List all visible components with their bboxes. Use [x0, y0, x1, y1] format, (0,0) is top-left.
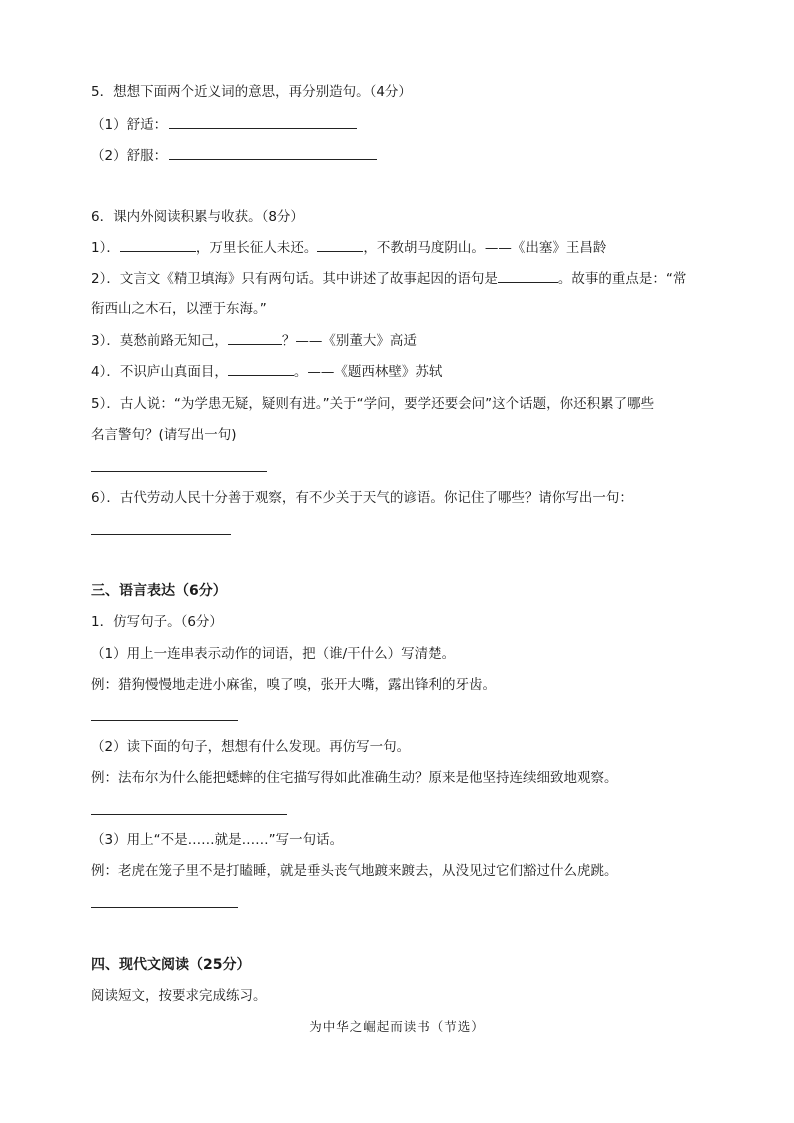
q5-item-1: [91, 115, 357, 134]
answer-blank[interactable]: [498, 270, 558, 283]
sec3-sub-2: （2）读下面的句子，想想有什么发现。再仿写一句。: [91, 739, 411, 755]
q5-item-2-label: （2）舒服：: [91, 148, 168, 164]
q6-title: 6．课内外阅读积累与收获。（8分）: [91, 209, 304, 225]
sec4-intro: 阅读短文，按要求完成练习。: [91, 988, 267, 1004]
answer-line[interactable]: [91, 907, 238, 908]
q6-line-6: 6）．古代劳动人民十分善于观察，有不少关于天气的谚语。你记住了哪些？请你写出一句：: [91, 490, 633, 506]
q6-line-1-num: 1）．: [91, 240, 120, 256]
answer-blank[interactable]: [120, 239, 196, 252]
sec3-sub-2-example: 例：法布尔为什么能把蟋蟀的住宅描写得如此准确生动？原来是他坚持连续细致地观察。: [91, 770, 618, 786]
q6-line-1-text-a: ，万里长征人未还。: [195, 240, 318, 256]
answer-line[interactable]: [91, 471, 267, 472]
q6-line-2-cont: 衔西山之木石，以湮于东海。”: [91, 301, 267, 317]
q6-line-3-text-a: 3）．莫愁前路无知己，: [91, 333, 228, 349]
sec3-sub-1: （1）用上一连串表示动作的词语，把（谁/干什么）写清楚。: [91, 646, 456, 662]
answer-blank[interactable]: [228, 332, 282, 345]
sec3-sub-3: （3）用上“不是……就是……”写一句话。: [91, 832, 344, 848]
answer-blank[interactable]: [317, 239, 363, 252]
q6-line-3: [91, 332, 417, 350]
q6-line-4: [91, 363, 442, 381]
q5-title: 5．想想下面两个近义词的意思，再分别造句。（4分）: [91, 84, 412, 100]
q6-line-2-text-a: 2）．文言文《精卫填海》只有两句话。其中讲述了故事起因的语句是: [91, 271, 498, 287]
section-4-heading: 四、现代文阅读（25分）: [91, 957, 251, 973]
q5-item-1-label: （1）舒适：: [91, 117, 168, 133]
q6-line-1: [91, 239, 606, 257]
answer-line[interactable]: [91, 814, 287, 815]
passage-title: 为中华之崛起而读书（节选）: [309, 1019, 485, 1034]
q6-line-5: 5）．古人说：“为学患无疑，疑则有进。”关于“学问，要学还要会问”这个话题，你还积累了哪些: [91, 396, 655, 412]
q6-line-4-text-a: 4）．不识庐山真面目，: [91, 364, 228, 380]
sec3-sub-1-example: 例：猎狗慢慢地走进小麻雀，嗅了嗅，张开大嘴，露出锋利的牙齿。: [91, 677, 496, 693]
answer-blank[interactable]: [169, 115, 357, 129]
q6-line-2-text-b: 。故事的重点是：“常: [557, 271, 687, 287]
q6-line-1-text-b: ，不教胡马度阴山。——《出塞》王昌龄: [363, 240, 607, 256]
section-3-heading: 三、语言表达（6分）: [91, 583, 227, 599]
q6-line-4-text-b: 。——《题西林壁》苏轼: [293, 364, 443, 380]
sec3-sub-3-example: 例：老虎在笼子里不是打瞌睡，就是垂头丧气地踱来踱去，从没见过它们豁过什么虎跳。: [91, 863, 618, 879]
q6-line-5-cont: 名言警句？(请写出一句): [91, 427, 237, 443]
answer-blank[interactable]: [228, 363, 294, 376]
answer-line[interactable]: [91, 534, 231, 535]
q5-item-2: [91, 146, 377, 165]
q6-line-2: [91, 270, 686, 288]
sec3-q1: 1．仿写句子。（6分）: [91, 614, 223, 630]
answer-line[interactable]: [91, 720, 238, 721]
answer-blank[interactable]: [169, 146, 377, 160]
q6-line-3-text-b: ？——《别董大》高适: [281, 333, 417, 349]
